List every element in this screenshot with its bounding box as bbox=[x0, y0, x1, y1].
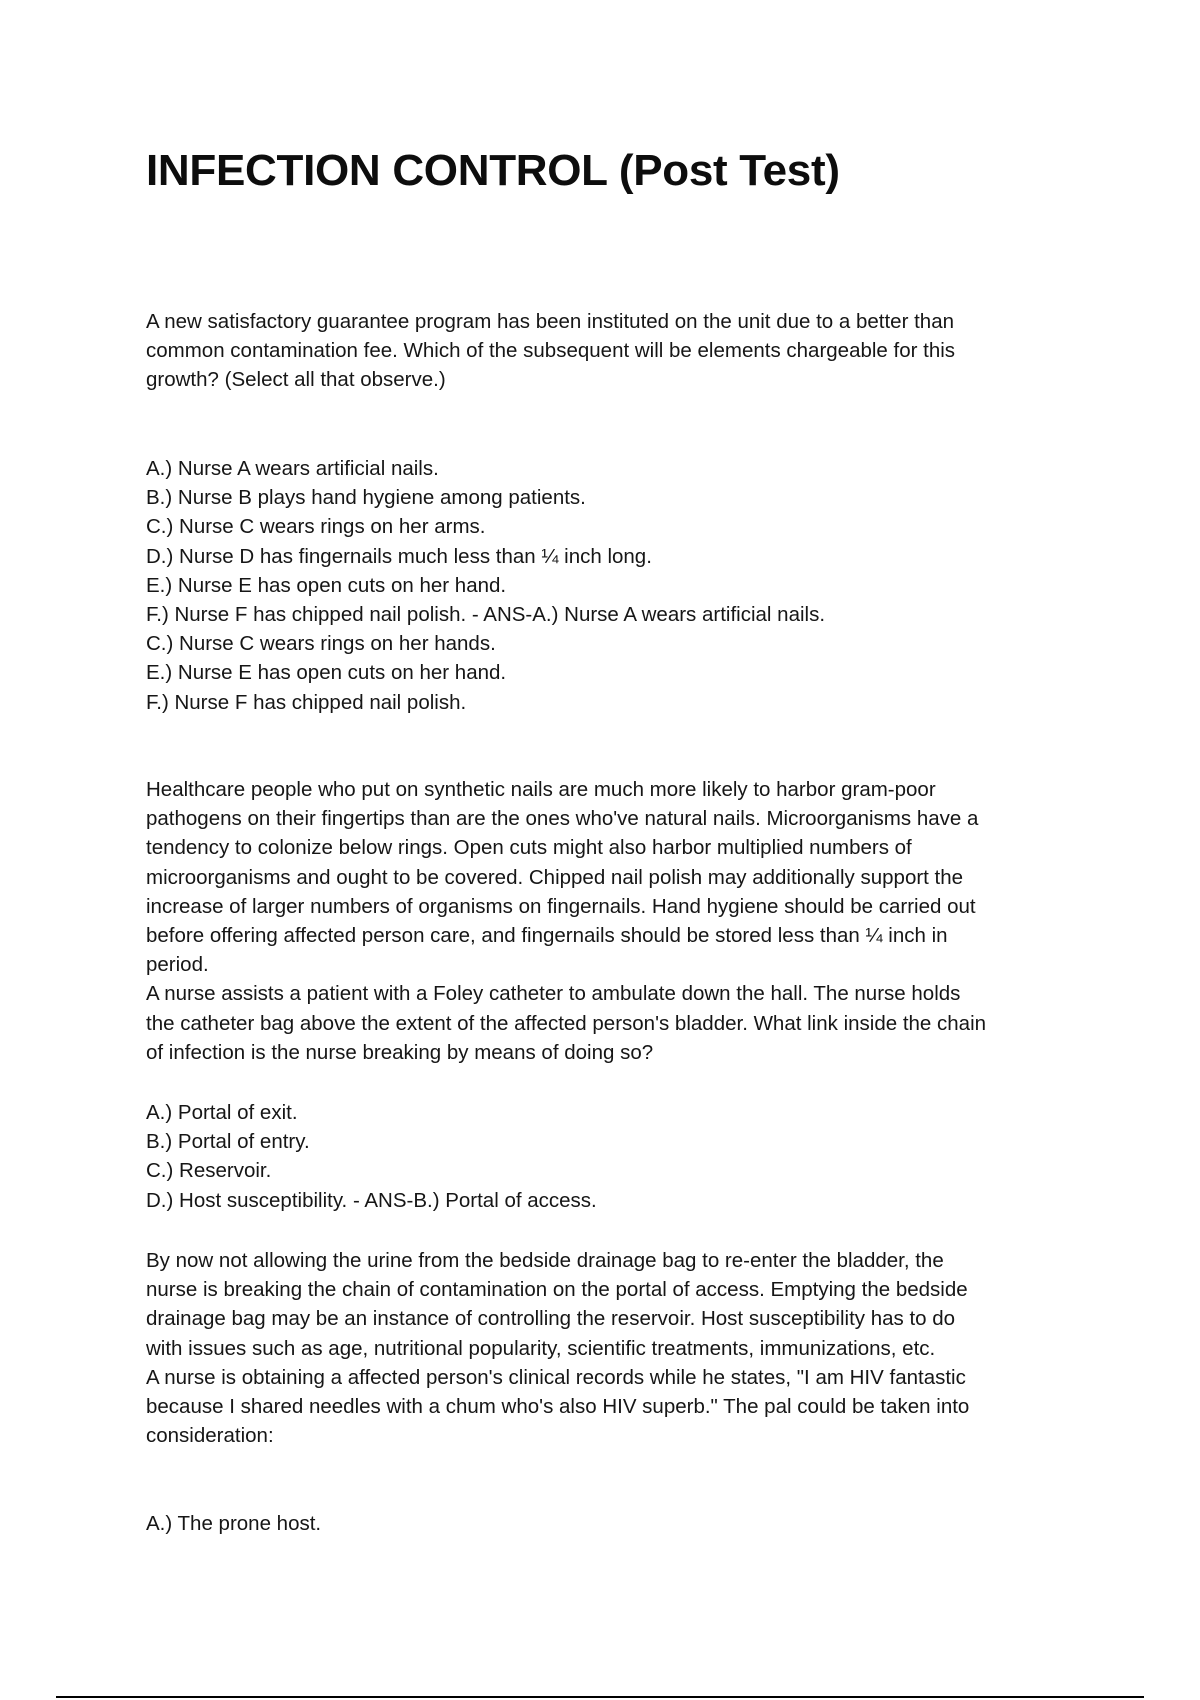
answer-line: C.) Nurse C wears rings on her hands. bbox=[146, 632, 496, 656]
paragraph-line: increase of larger numbers of organisms on fingernails. Hand hygiene should be carried out bbox=[146, 894, 976, 918]
answer-line: F.) Nurse F has chipped nail polish. - ANS-A.) Nurse A wears artificial nails. bbox=[146, 603, 826, 627]
paragraph-line: before offering affected person care, and fingernails should be stored less than ¼ inch in bbox=[146, 924, 948, 948]
answer-line: F.) Nurse F has chipped nail polish. bbox=[146, 690, 467, 714]
q1-question bbox=[146, 307, 1066, 395]
q3-options bbox=[146, 1509, 1066, 1538]
paragraph-line: period. bbox=[146, 953, 209, 977]
paragraph-line: A new satisfactory guarantee program has been instituted on the unit due to a better than bbox=[146, 310, 954, 333]
paragraph-line: drainage bag may be an instance of controlling the reservoir. Host susceptibility has to do bbox=[146, 1307, 956, 1331]
q1-options bbox=[146, 454, 1066, 717]
option-line: A.) Nurse A wears artificial nails. bbox=[146, 457, 439, 480]
option-line: B.) Portal of entry. bbox=[146, 1130, 310, 1154]
option-line: E.) Nurse E has open cuts on her hand. bbox=[146, 573, 507, 597]
option-line: C.) Reservoir. bbox=[146, 1159, 272, 1183]
paragraph-line: Healthcare people who put on synthetic nails are much more likely to harbor gram-poor bbox=[146, 778, 936, 801]
answer-line: D.) Host susceptibility. - ANS-B.) Portal of access. bbox=[146, 1188, 597, 1212]
paragraph-line: common contamination fee. Which of the subsequent will be elements chargeable for this bbox=[146, 339, 956, 363]
option-line: B.) Nurse B plays hand hygiene among patients. bbox=[146, 486, 586, 510]
paragraph-line: A nurse assists a patient with a Foley catheter to ambulate down the hall. The nurse holds bbox=[146, 982, 961, 1006]
paragraph-line: tendency to colonize below rings. Open cuts might also harbor multiplied numbers of bbox=[146, 836, 912, 860]
paragraph-line: because I shared needles with a chum who's also HIV superb." The pal could be taken into bbox=[146, 1395, 970, 1419]
option-line: D.) Nurse D has fingernails much less than ¼ inch long. bbox=[146, 544, 652, 568]
option-line: A.) Portal of exit. bbox=[146, 1101, 298, 1124]
page-title: INFECTION CONTROL (Post Test) bbox=[146, 146, 840, 195]
footer-divider bbox=[56, 1696, 1144, 1698]
option-line: A.) The prone host. bbox=[146, 1512, 322, 1535]
answer-line: E.) Nurse E has open cuts on her hand. bbox=[146, 661, 507, 685]
paragraph-line: microorganisms and ought to be covered. Chipped nail polish may additionally support the bbox=[146, 865, 964, 889]
paragraph-line: growth? (Select all that observe.) bbox=[146, 368, 446, 392]
paragraph-line: A nurse is obtaining a affected person's clinical records while he states, "I am HIV fantastic bbox=[146, 1365, 966, 1389]
q2-options bbox=[146, 1098, 1066, 1215]
paragraph-line: the catheter bag above the extent of the affected person's bladder. What link inside the chain bbox=[146, 1011, 987, 1035]
paragraph-line: consideration: bbox=[146, 1424, 274, 1448]
paragraph-line: of infection is the nurse breaking by means of doing so? bbox=[146, 1040, 654, 1064]
q2-text bbox=[146, 775, 1066, 1067]
option-line: C.) Nurse C wears rings on her arms. bbox=[146, 515, 486, 539]
q3-text bbox=[146, 1246, 1066, 1450]
paragraph-line: By now not allowing the urine from the bedside drainage bag to re-enter the bladder, the bbox=[146, 1249, 944, 1272]
paragraph-line: pathogens on their fingertips than are the ones who've natural nails. Microorganisms have a bbox=[146, 807, 979, 831]
paragraph-line: with issues such as age, nutritional popularity, scientific treatments, immunizations, etc. bbox=[146, 1336, 936, 1360]
paragraph-line: nurse is breaking the chain of contamination on the portal of access. Emptying the bedside bbox=[146, 1278, 968, 1302]
